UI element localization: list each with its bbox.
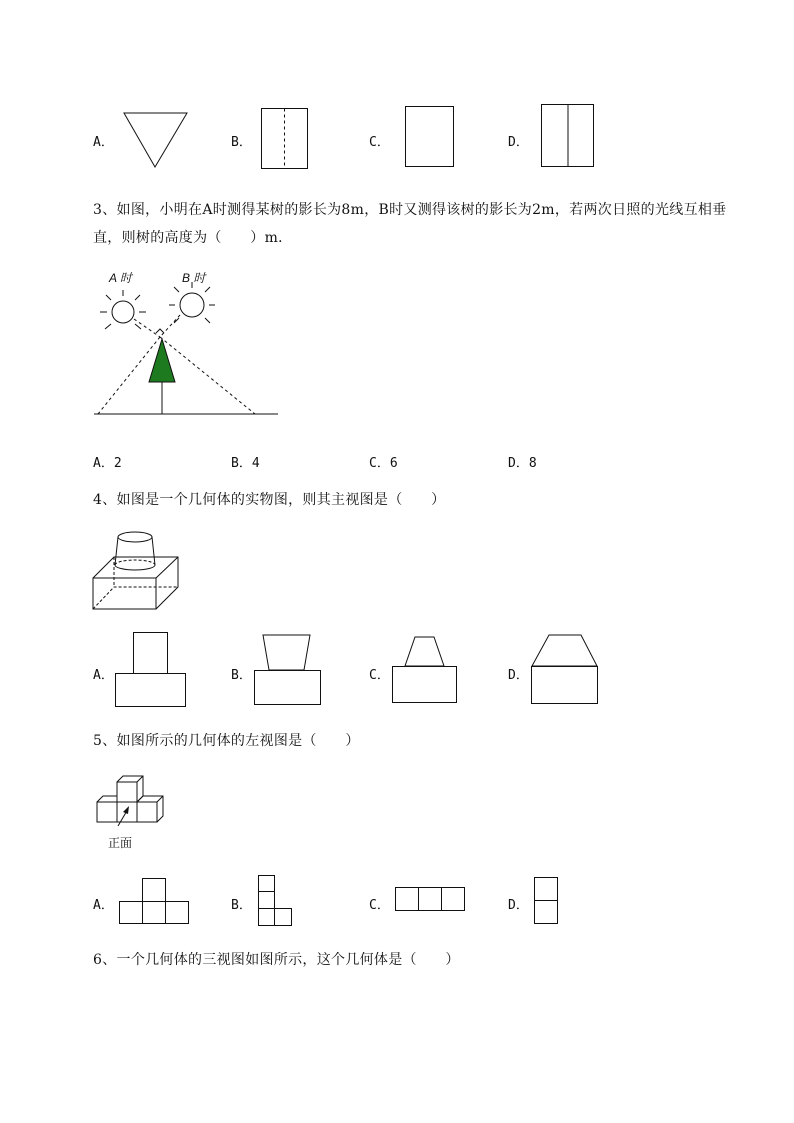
q5-text xyxy=(93,727,360,755)
q5-option-d-view xyxy=(534,877,560,927)
q4-option-b-view xyxy=(254,634,322,706)
q2-option-b-rectangle-dashed xyxy=(261,108,309,170)
q5-option-b-view xyxy=(258,875,296,927)
q5-option-c-view xyxy=(395,887,467,913)
q3-option-b: B．4 xyxy=(231,456,260,471)
q2-option-b-label: B． xyxy=(231,135,252,150)
q5-front-label: 正面 xyxy=(108,836,133,850)
q3-sun-b-label: B 时 xyxy=(182,271,206,285)
q3-line1: 如图，小明在A时测得某树的影长为8m，B时又测得该树的影长为2m，若两次日照的光线互相垂 xyxy=(116,202,727,218)
q4-option-d-view xyxy=(531,634,599,706)
q4-option-c-view xyxy=(392,636,458,704)
q3-option-d: D．8 xyxy=(508,456,537,471)
q5-option-c-label: C． xyxy=(369,898,390,913)
q5-cube-stack-figure xyxy=(96,775,172,827)
q6-number: 6、 xyxy=(93,952,117,968)
q6-text xyxy=(93,946,460,974)
q5-option-a-label: A． xyxy=(93,898,114,913)
q2-option-a-label: A． xyxy=(93,135,114,150)
q5-number: 5、 xyxy=(93,733,117,749)
q3-text xyxy=(93,196,726,252)
q4-text xyxy=(93,486,445,514)
q5-option-b-label: B． xyxy=(231,898,252,913)
q2-option-c-label: C． xyxy=(369,135,390,150)
q5-option-d-label: D． xyxy=(508,898,529,913)
q4-option-b-label: B． xyxy=(231,668,252,683)
q3-sun-a-label: A 时 xyxy=(109,271,132,285)
sun-a-icon xyxy=(100,290,146,329)
q5-stem: 如图所示的几何体的左视图是（ ） xyxy=(116,733,360,749)
q3-shadow-figure xyxy=(92,285,282,420)
sun-b-icon xyxy=(169,282,215,323)
q3-option-a: A．2 xyxy=(93,456,122,471)
q3-line2: 直，则树的高度为（ ）m． xyxy=(93,230,293,246)
q4-option-d-label: D． xyxy=(508,668,529,683)
q2-option-d-rectangle-split xyxy=(541,104,595,168)
q2-option-d-label: D． xyxy=(508,135,529,150)
q4-stem: 如图是一个几何体的实物图，则其主视图是（ ） xyxy=(116,492,446,508)
q2-option-c-rectangle xyxy=(405,106,455,168)
q4-solid-figure xyxy=(92,530,182,612)
q5-option-a-view xyxy=(119,877,191,925)
q3-number: 3、 xyxy=(93,202,117,218)
q3-option-c: C．6 xyxy=(369,456,398,471)
q2-option-a-inverted-triangle xyxy=(123,112,189,168)
q4-option-c-label: C． xyxy=(369,668,390,683)
q4-number: 4、 xyxy=(93,492,117,508)
q4-option-a-view xyxy=(115,632,187,708)
q6-stem: 一个几何体的三视图如图所示，这个几何体是（ ） xyxy=(116,952,460,968)
q4-option-a-label: A． xyxy=(93,668,114,683)
